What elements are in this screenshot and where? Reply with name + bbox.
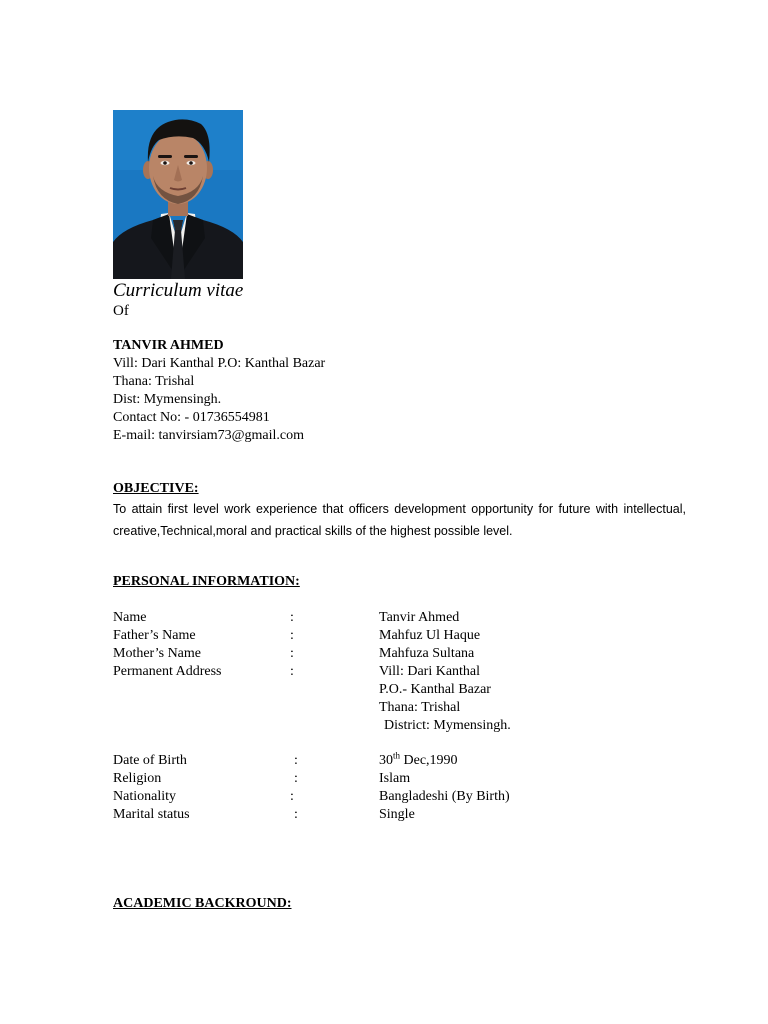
info-value: District: Mymensingh.: [384, 718, 511, 733]
academic-heading: ACADEMIC BACKROUND:: [113, 896, 292, 911]
candidate-name: TANVIR AHMED: [113, 338, 224, 353]
objective-text: To attain first level work experience that officers development opportunity for future with intellectual, creative,Technical,moral and practical skills of the highest possible level.: [113, 502, 686, 538]
info-label: Date of Birth: [113, 753, 187, 768]
info-row-dob: [113, 752, 593, 770]
info-row-mother: [113, 645, 593, 663]
info-value: Bangladeshi (By Birth): [379, 789, 510, 804]
info-row-father: [113, 627, 593, 645]
objective-heading: OBJECTIVE:: [113, 481, 199, 496]
dob-day: 30: [379, 753, 393, 768]
info-value: Single: [379, 807, 415, 822]
contact-thana-line: Thana: Trishal: [113, 374, 195, 389]
info-label: Nationality: [113, 789, 176, 804]
contact-district-line: Dist: Mymensingh.: [113, 392, 222, 407]
info-value: Vill: Dari Kanthal: [379, 664, 481, 679]
contact-phone-line: Contact No: - 01736554981: [113, 410, 270, 425]
info-row-name: [113, 609, 593, 627]
personal-info-table: [113, 609, 593, 735]
personal-info-heading: PERSONAL INFORMATION:: [113, 574, 300, 589]
info-label: Marital status: [113, 807, 190, 822]
info-value: Mahfuza Sultana: [379, 646, 475, 661]
info-row-address: [113, 663, 593, 681]
info-label: Name: [113, 610, 147, 625]
dob-rest: Dec,1990: [400, 753, 458, 768]
contact-email-line: E-mail: tanvirsiam73@gmail.com: [113, 428, 304, 443]
info-separator: :: [290, 664, 294, 679]
info-separator: :: [294, 753, 298, 768]
info-value: [379, 752, 458, 770]
info-value: P.O.- Kanthal Bazar: [379, 682, 491, 697]
info-label: Father’s Name: [113, 628, 196, 643]
portrait-photo: [113, 110, 243, 279]
info-label: Religion: [113, 771, 162, 786]
info-value: Islam: [379, 771, 411, 786]
info-separator: :: [290, 610, 294, 625]
info-row-nationality: [113, 788, 593, 806]
info-row-address-cont: [113, 681, 593, 699]
info-value: Thana: Trishal: [379, 700, 461, 715]
document-subtitle: Of: [113, 303, 129, 319]
info-row-marital: [113, 806, 593, 824]
info-label: Mother’s Name: [113, 646, 201, 661]
info-separator: :: [294, 771, 298, 786]
info-value: Mahfuz Ul Haque: [379, 628, 481, 643]
info-separator: :: [290, 628, 294, 643]
info-separator: :: [294, 807, 298, 822]
info-row-address-cont: [113, 699, 593, 717]
contact-address-line: Vill: Dari Kanthal P.O: Kanthal Bazar: [113, 356, 326, 371]
info-separator: :: [290, 789, 294, 804]
info-row-address-cont: [113, 717, 593, 735]
info-label: Permanent Address: [113, 664, 222, 679]
info-separator: :: [290, 646, 294, 661]
info-row-religion: [113, 770, 593, 788]
contact-details: [113, 355, 325, 445]
document-title: Curriculum vitae: [113, 280, 244, 301]
personal-info-table-2: [113, 752, 593, 824]
dob-ordinal: th: [393, 750, 401, 761]
info-value: Tanvir Ahmed: [379, 610, 460, 625]
